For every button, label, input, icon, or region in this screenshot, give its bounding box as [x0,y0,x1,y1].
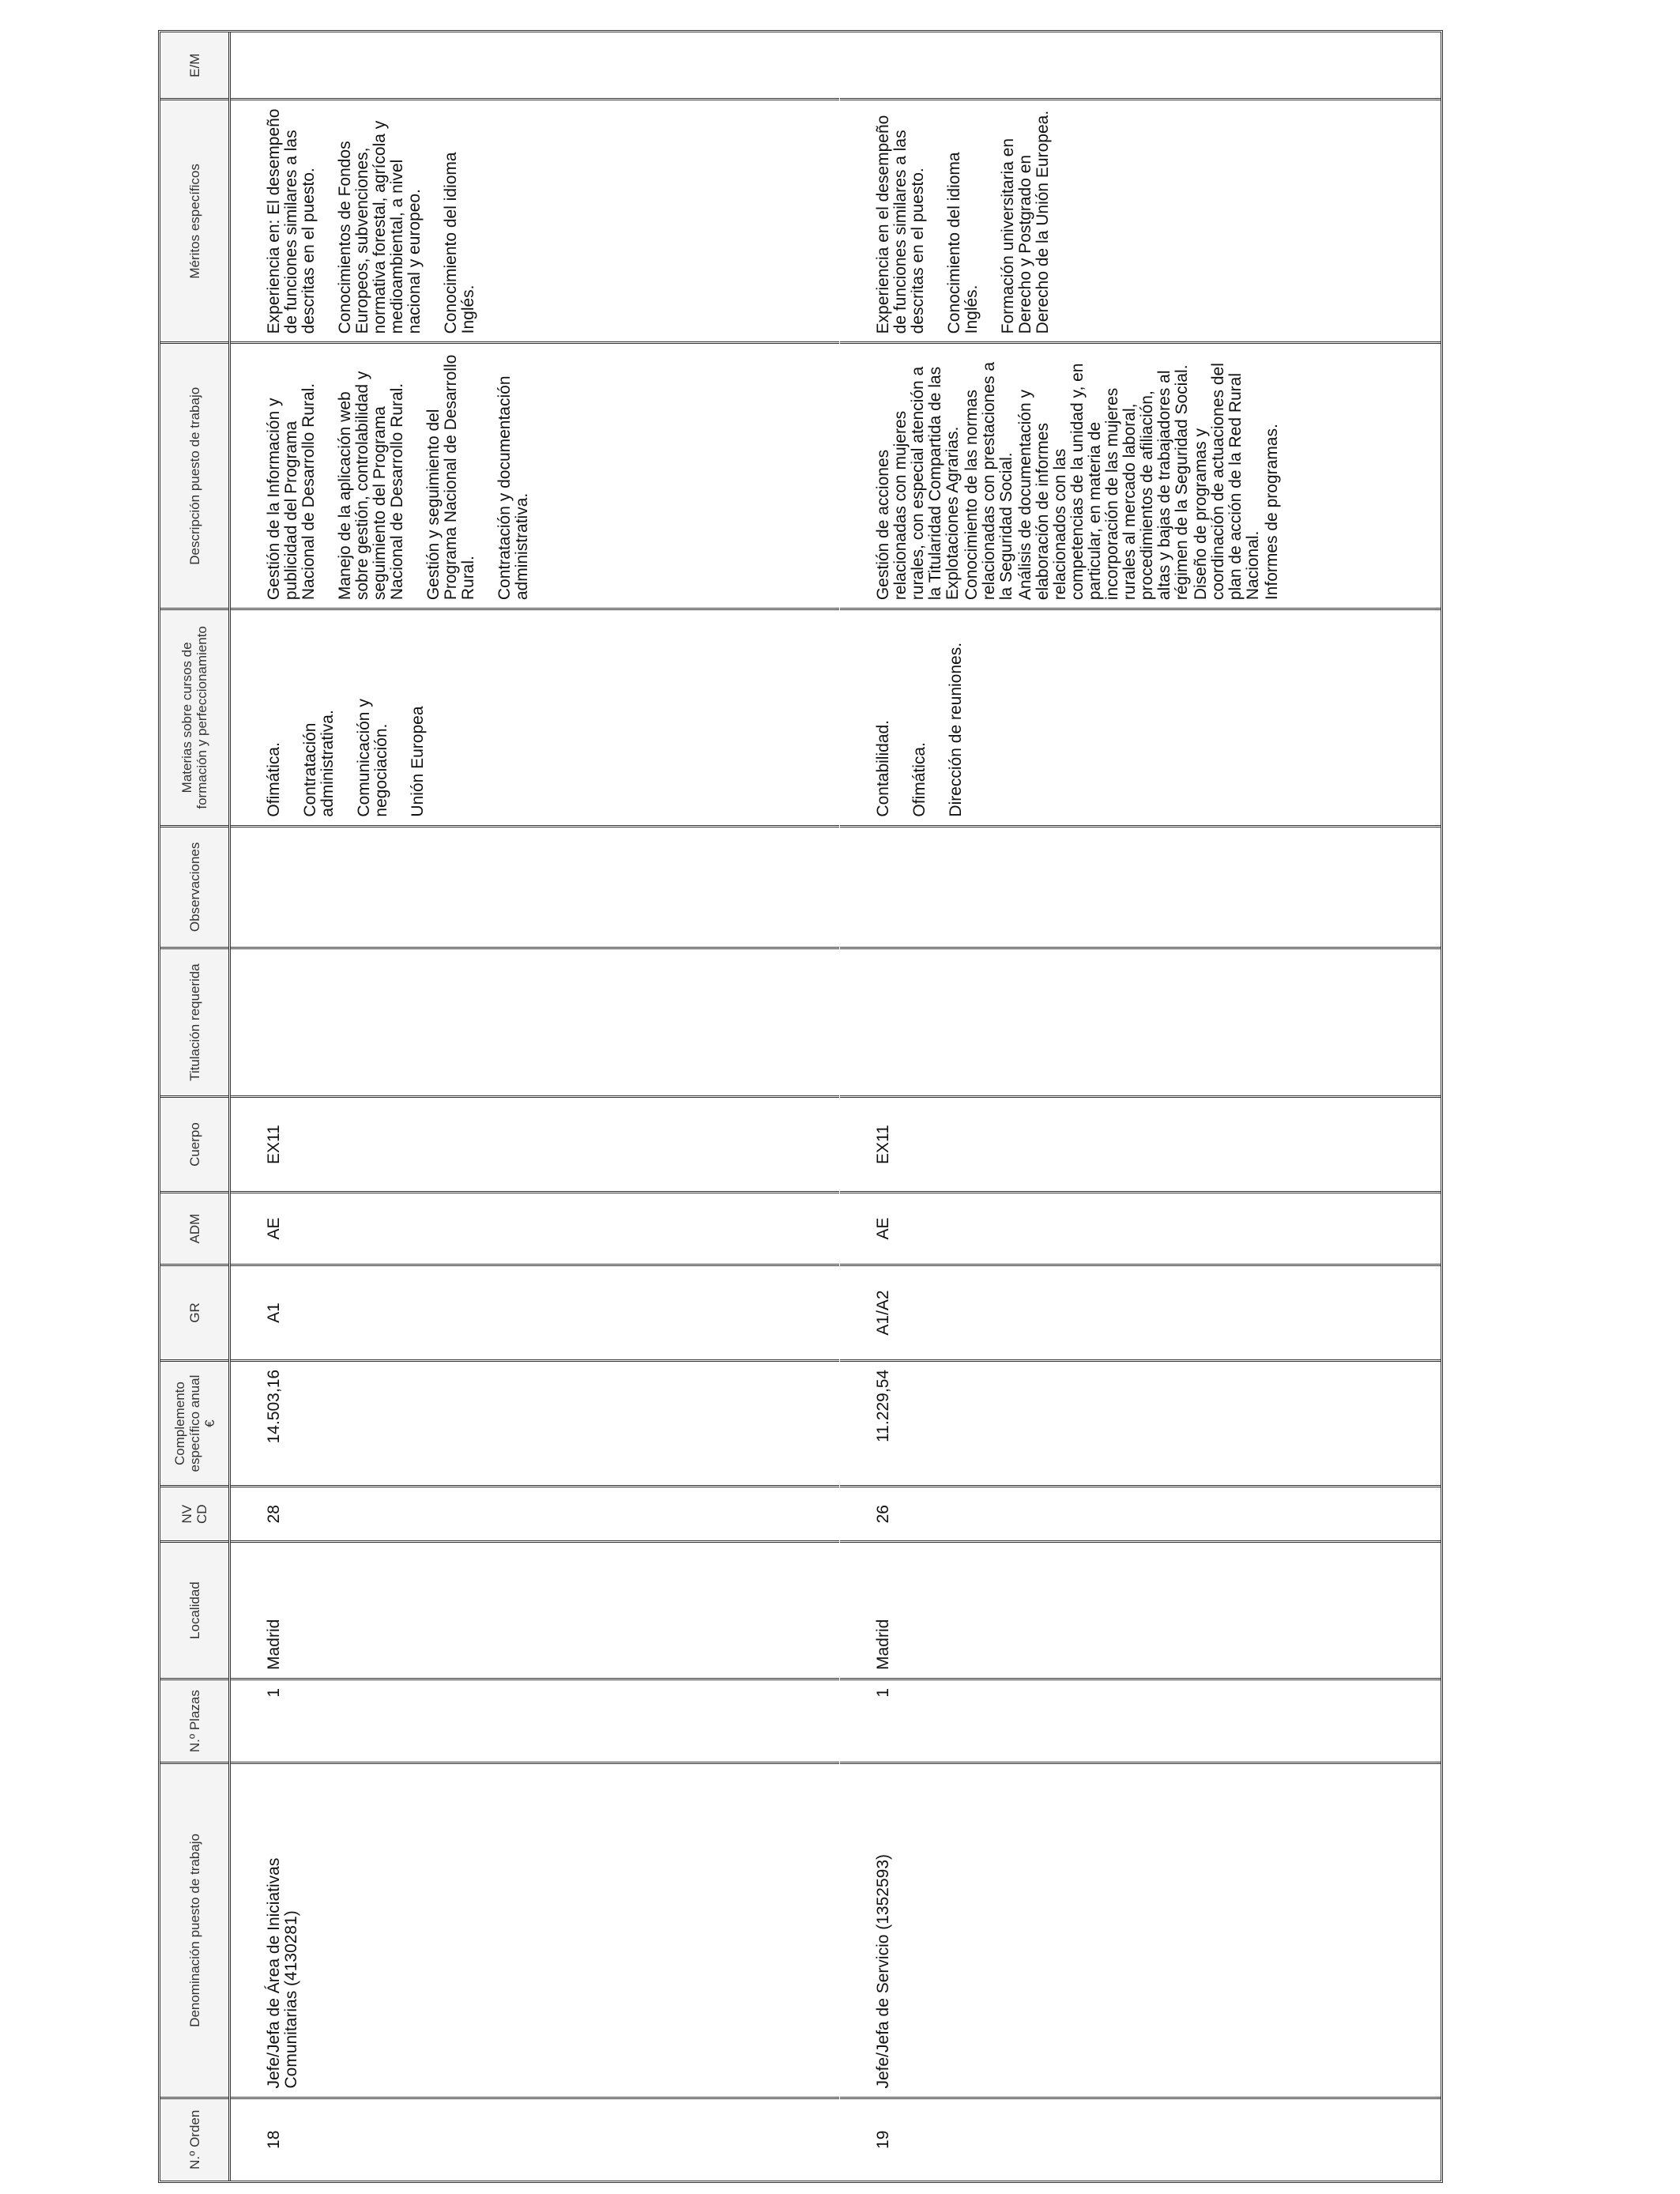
header-cuerpo: Cuerpo [160,1095,228,1191]
header-adm: ADM [160,1191,228,1264]
table-row [839,32,1441,2181]
titulacion [840,947,1441,1095]
header-grupo: GR [160,1264,228,1359]
descripcion-item: Manejo de la aplicación web sobre gestión, controlabilidad y seguimiento del Programa Nacional de Desarrollo Rural. [336,371,406,601]
merito-item: Conocimientos de Fondos Europeos, subvenciones, normativa forestal, agrícola y medioambiental, a nivel nacional y europeo. [336,120,424,334]
order-number: 18 [231,2097,839,2181]
localidad: Madrid [840,1540,1441,1678]
descripcion-item: Informes de programas. [1263,424,1281,601]
cuerpo: EX11 [840,1095,1441,1191]
observaciones [231,825,839,947]
materias-cell [231,608,839,824]
job-positions-table [158,30,1443,2183]
table-row [231,32,839,2181]
meritos-cell [840,98,1441,341]
descripcion-item: Gestión de acciones relacionadas con mujeres rurales, con especial atención a la Titularidad Compartida de las Explotaciones Agrarias. [874,366,962,601]
materia-item: Contratación administrativa. [301,710,337,817]
header-observaciones: Observaciones [160,825,228,947]
position-denomination: Jefe/Jefa de Área de Iniciativas Comunitarias (4130281) [231,1762,839,2096]
materia-item: Contabilidad. [874,719,892,817]
position-denomination: Jefe/Jefa de Servicio (1352593) [840,1762,1441,2096]
complemento-especifico: 11.229,54 [840,1359,1441,1485]
order-number: 19 [840,2097,1441,2181]
materia-item: Ofimática. [265,742,283,817]
complemento-especifico: 14.503,16 [231,1359,839,1485]
observaciones [840,825,1441,947]
materia-item: Comunicación y negociación. [355,699,390,817]
em [840,32,1441,98]
descripcion-cell [840,341,1441,608]
materias-cell [840,608,1441,824]
materia-item: Dirección de reuniones. [947,642,965,817]
nivel: 28 [231,1485,839,1540]
header-localidad: Localidad [160,1540,228,1678]
descripcion-item: Diseño de programas y coordinación de actuaciones del plan de acción de la Red Rural Nacional. [1192,363,1262,601]
header-meritos: Méritos específicos [160,98,228,341]
descripcion-item: Gestión y seguimiento del Programa Nacional de Desarrollo Rural. [424,354,477,601]
descripcion-item: Gestión de la Información y publicidad del Programa Nacional de Desarrollo Rural. [265,383,318,601]
merito-item: Formación universitaria en Derecho y Postgrado en Derecho de la Unión Europea. [999,110,1052,334]
plazas-count: 1 [231,1678,839,1762]
table-header-row [160,32,231,2181]
descripcion-item: Conocimiento de las normas relacionadas con prestaciones a la Seguridad Social. [962,361,1015,601]
adm: AE [840,1191,1441,1264]
header-em: E/M [186,53,202,77]
adm: AE [231,1191,839,1264]
header-descripcion: Descripción puesto de trabajo [160,341,228,608]
merito-item: Conocimiento del idioma Inglés. [442,152,477,334]
merito-item: Conocimiento del idioma Inglés. [945,152,981,334]
header-titulacion: Titulación requerida [160,947,228,1095]
descripcion-item: Contratación y documentación administrativa. [495,375,531,601]
grupo: A1/A2 [840,1264,1441,1359]
header-nivel: NV CD [160,1485,228,1540]
header-plazas: N.º Plazas [160,1678,228,1762]
nivel: 26 [840,1485,1441,1540]
header-materias: Materias sobre cursos de formación y perfeccionamiento [160,608,228,824]
descripcion-item: Análisis de documentación y elaboración de informes relacionados con las competencias de la unidad y, en particular, en materia de incorporación de las mujeres rurales al mercado laboral, procedimientos de afiliación, altas y bajas de trabajadores al régimen de la Seguridad Social. [1016,363,1191,601]
em [231,32,839,98]
localidad: Madrid [231,1540,839,1678]
header-complemento: Complemento específico anual € [160,1359,228,1485]
cuerpo: EX11 [231,1095,839,1191]
header-order: N.º Orden [160,2097,228,2181]
plazas-count: 1 [840,1678,1441,1762]
grupo: A1 [231,1264,839,1359]
meritos-cell [231,98,839,341]
merito-item: Experiencia en el desempeño de funciones similares a las descritas en el puesto. [874,115,927,334]
header-denomination: Denominación puesto de trabajo [160,1762,228,2096]
materia-item: Ofimática. [910,742,929,817]
merito-item: Experiencia en: El desempeño de funciones similares a las descritas en el puesto. [265,108,318,334]
titulacion [231,947,839,1095]
descripcion-cell [231,341,839,608]
materia-item: Unión Europea [409,706,427,817]
